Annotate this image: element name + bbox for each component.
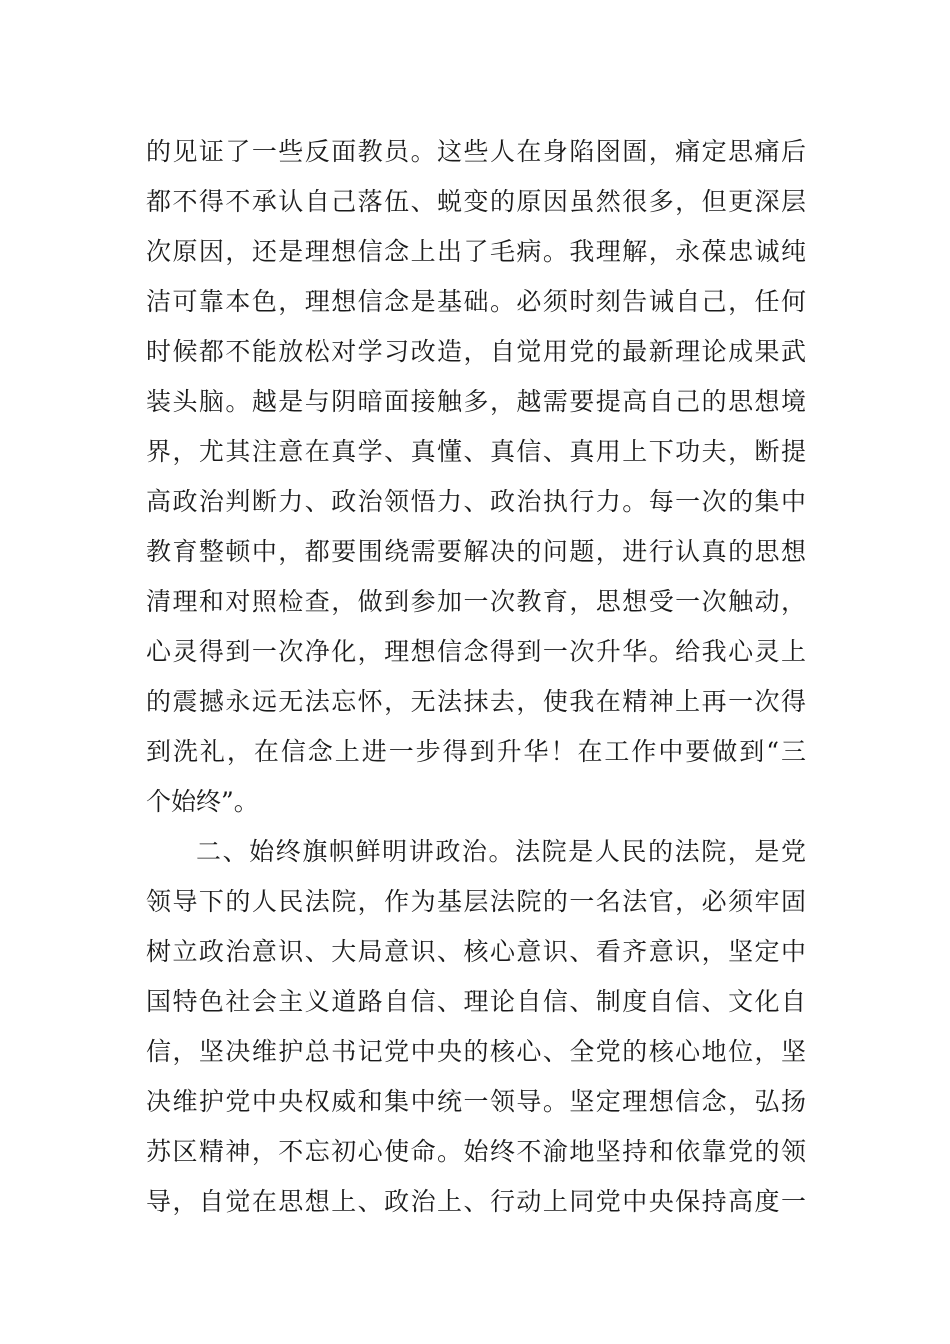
text-line: 装头脑。越是与阴暗面接触多，越需要提高自己的思想境	[146, 387, 806, 416]
paragraph-1	[146, 127, 806, 827]
text-line: 树立政治意识、大局意识、核心意识、看齐意识，坚定中	[146, 937, 806, 966]
text-line: 高政治判断力、政治领悟力、政治执行力。每一次的集中	[146, 487, 806, 516]
text-line: 个始终”。	[146, 787, 259, 816]
text-line: 都不得不承认自己落伍、蜕变的原因虽然很多，但更深层	[146, 187, 806, 216]
text-line: 时候都不能放松对学习改造，自觉用党的最新理论成果武	[146, 337, 806, 366]
text-line: 导，自觉在思想上、政治上、行动上同党中央保持高度一	[146, 1187, 806, 1216]
body-text	[146, 127, 806, 1227]
text-line: 信，坚决维护总书记党中央的核心、全党的核心地位，坚	[146, 1037, 806, 1066]
text-line: 教育整顿中，都要围绕需要解决的问题，进行认真的思想	[146, 537, 806, 566]
text-line: 二、始终旗帜鲜明讲政治。法院是人民的法院，是党	[196, 837, 806, 866]
text-line: 清理和对照检查，做到参加一次教育，思想受一次触动，	[146, 587, 806, 616]
text-line: 洁可靠本色，理想信念是基础。必须时刻告诫自己，任何	[146, 287, 806, 316]
text-line: 的震撼永远无法忘怀，无法抹去，使我在精神上再一次得	[146, 687, 806, 716]
text-line: 国特色社会主义道路自信、理论自信、制度自信、文化自	[146, 987, 806, 1016]
text-line: 界，尤其注意在真学、真懂、真信、真用上下功夫，断提	[146, 437, 806, 466]
paragraph-2	[146, 827, 806, 1227]
text-line: 心灵得到一次净化，理想信念得到一次升华。给我心灵上	[146, 637, 806, 666]
text-line: 的见证了一些反面教员。这些人在身陷囹圄，痛定思痛后	[146, 137, 806, 166]
text-line: 决维护党中央权威和集中统一领导。坚定理想信念，弘扬	[146, 1087, 806, 1116]
text-line: 到洗礼，在信念上进一步得到升华！在工作中要做到“三	[146, 737, 806, 766]
text-line: 次原因，还是理想信念上出了毛病。我理解，永葆忠诚纯	[146, 237, 806, 266]
text-line: 领导下的人民法院，作为基层法院的一名法官，必须牢固	[146, 887, 806, 916]
text-line: 苏区精神，不忘初心使命。始终不渝地坚持和依靠党的领	[146, 1137, 806, 1166]
